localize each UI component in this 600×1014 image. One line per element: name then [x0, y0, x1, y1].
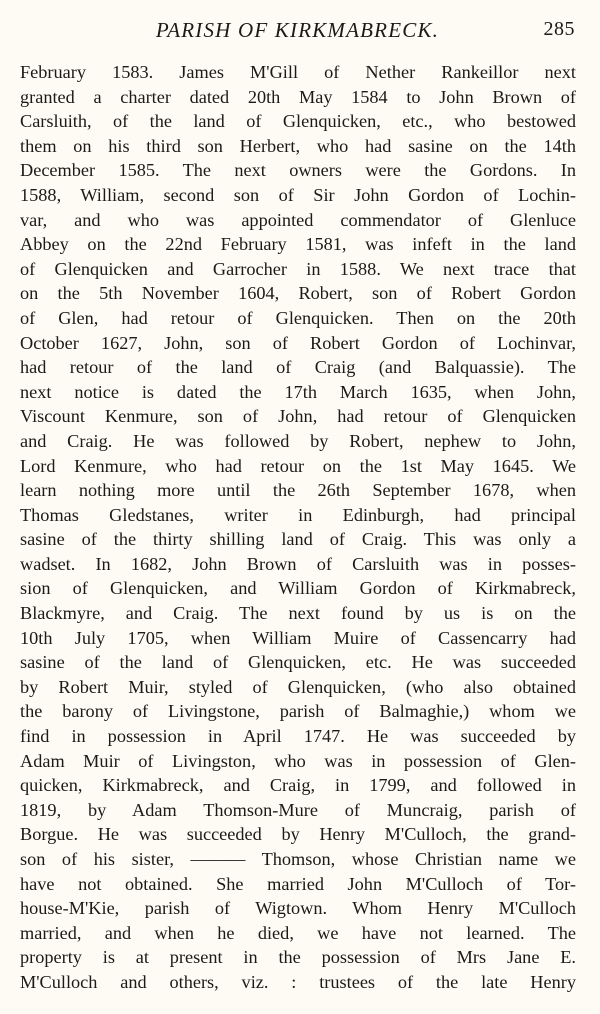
text-line: Blackmyre, and Craig. The next found by us is on the: [20, 603, 576, 624]
text-line: Borgue. He was succeeded by Henry M'Culloch, the grand-: [20, 824, 576, 845]
text-line: var, and who was appointed commendator of Glenluce: [20, 209, 576, 230]
text-line: them on his third son Herbert, who had sasine on the 14th: [20, 135, 576, 156]
text-line: sasine of the thirty shilling land of Craig. This was only a: [20, 529, 576, 550]
body-paragraph: [20, 60, 576, 995]
text-line: had retour of the land of Craig (and Balquassie). The: [20, 357, 576, 378]
text-line: Adam Muir of Livingston, who was in possession of Glen-: [20, 750, 576, 771]
text-line: 10th July 1705, when William Muire of Cassencarry had: [20, 627, 576, 648]
text-line: have not obtained. She married John M'Culloch of Tor-: [20, 873, 576, 894]
text-line: find in possession in April 1747. He was succeeded by: [20, 726, 576, 747]
running-title: PARISH OF KIRKMABRECK.: [155, 18, 440, 42]
text-line: 1588, William, second son of Sir John Gordon of Lochin-: [20, 184, 576, 205]
text-line: Lord Kenmure, who had retour on the 1st May 1645. We: [20, 455, 576, 476]
text-line: son of his sister, ——— Thomson, whose Christian name we: [20, 849, 576, 869]
text-line: married, and when he died, we have not learned. The: [20, 922, 576, 943]
text-line: M'Culloch and others, viz. : trustees of the late Henry: [20, 971, 576, 992]
text-line: Carsluith, of the land of Glenquicken, etc., who bestowed: [20, 111, 576, 132]
text-line: December 1585. The next owners were the Gordons. In: [20, 160, 576, 181]
text-line: by Robert Muir, styled of Glenquicken, (who also obtained: [20, 676, 576, 697]
text-line: Thomas Gledstanes, writer in Edinburgh, had principal: [20, 504, 576, 525]
text-line: property is at present in the possession of Mrs Jane E.: [20, 947, 576, 968]
text-line: granted a charter dated 20th May 1584 to John Brown of: [20, 86, 576, 107]
text-line: wadset. In 1682, John Brown of Carsluith was in posses-: [20, 553, 576, 574]
running-head: [20, 12, 575, 42]
text-line: October 1627, John, son of Robert Gordon of Lochinvar,: [20, 332, 576, 353]
page-number: 285: [543, 18, 575, 40]
text-line: of Glenquicken and Garrocher in 1588. We next trace that: [20, 258, 576, 279]
text-line: next notice is dated the 17th March 1635, when John,: [20, 381, 576, 402]
text-line: house-M'Kie, parish of Wigtown. Whom Henry M'Culloch: [20, 898, 576, 919]
text-line: 1819, by Adam Thomson-Mure of Muncraig, parish of: [20, 799, 576, 820]
text-line: sion of Glenquicken, and William Gordon of Kirkmabreck,: [20, 578, 576, 599]
text-line: quicken, Kirkmabreck, and Craig, in 1799, and followed in: [20, 775, 576, 796]
text-line: sasine of the land of Glenquicken, etc. He was succeeded: [20, 652, 576, 673]
text-line: Viscount Kenmure, son of John, had retour of Glenquicken: [20, 406, 576, 427]
text-line: on the 5th November 1604, Robert, son of Robert Gordon: [20, 283, 576, 304]
text-line: February 1583. James M'Gill of Nether Rankeillor next: [20, 62, 576, 82]
text-line: of Glen, had retour of Glenquicken. Then on the 20th: [20, 307, 576, 328]
text-line: and Craig. He was followed by Robert, nephew to John,: [20, 430, 576, 451]
text-line: the barony of Livingstone, parish of Balmaghie,) whom we: [20, 701, 576, 722]
text-line: Abbey on the 22nd February 1581, was infeft in the land: [20, 234, 576, 255]
text-line: learn nothing more until the 26th September 1678, when: [20, 480, 576, 501]
